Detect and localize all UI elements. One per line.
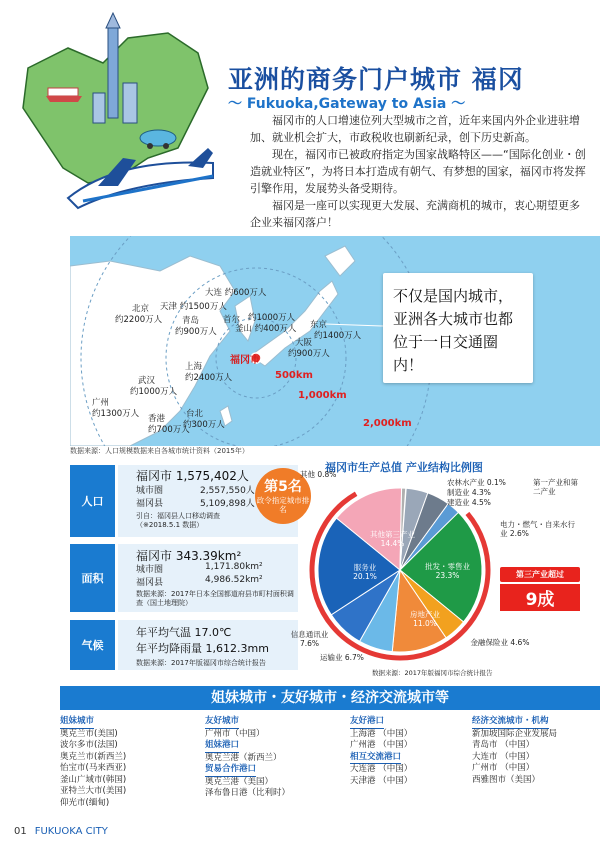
area-metro-value: 1,171.80km²: [205, 562, 263, 572]
ring-2000km-label: 2,000km: [363, 418, 412, 429]
city-seoul-pop: 约1000万人: [248, 313, 296, 323]
footer-label: FUKUOKA CITY: [34, 826, 108, 837]
sister-col-4: [472, 716, 557, 786]
population-pref-label: 福冈县: [136, 499, 164, 509]
city-hongkong: 香港: [148, 414, 166, 424]
rank-badge-sub: 政令指定城市排名: [256, 496, 310, 514]
sister-city-item: 奥克兰港（新西兰）: [205, 752, 282, 763]
city-osaka-pop: 约900万人: [288, 349, 330, 359]
climate-note: 数据来源：2017年版福冈市综合统计报告: [136, 659, 266, 667]
page-number: 01: [14, 826, 27, 837]
asia-map: [70, 236, 600, 446]
sister-cities-banner: 姐妹城市・友好城市・经济交流城市等: [60, 686, 600, 710]
intro-paragraph-1: 福冈市的人口增速位列大型城市之首，近年来国内外企业进驻增加、就业机会扩大，市政税收也刷新纪录，创下历史新高。: [250, 114, 580, 144]
sister-heading: 经济交流城市・机构: [472, 716, 549, 729]
area-pref-label: 福冈县: [136, 578, 164, 588]
sister-city-item: 广州市（中国）: [205, 728, 265, 739]
city-taipei-pop: 约300万人: [183, 420, 225, 430]
rank-badge-main: 第5名: [264, 479, 302, 495]
population-note: 引自：福冈县人口移动调查（※2018.5.1 数据）: [136, 512, 220, 529]
tertiary-badge-label: 第三产业超过: [500, 567, 580, 582]
ring-500km-label: 500km: [275, 370, 313, 381]
sister-col-1: [60, 716, 126, 809]
pie-label-transport: 运输业 6.7%: [320, 653, 364, 662]
pie-label-agri: 农林水产业 0.1%: [447, 478, 506, 487]
map-source: 数据来源：人口规模数据来自各城市统计资料（2015年）: [70, 447, 249, 455]
area-note: 数据来源：2017年日本全国都道府县市町村面积调查（国土地理院）: [136, 590, 294, 607]
sister-col-2: [205, 716, 290, 800]
population-metro-label: 城市圈: [136, 486, 164, 496]
pie-title: 福冈市生产总值 产业结构比例图: [325, 461, 483, 474]
sister-city-item: 西雅图市（美国）: [472, 774, 541, 785]
sister-city-item: 天津港 （中国）: [350, 775, 413, 786]
pie-label-constr: 建造业 4.5%: [447, 498, 491, 507]
page-subtitle: 〜 Fukuoka,Gateway to Asia 〜: [228, 96, 466, 112]
pie-label-util: 电力・燃气・自来水行业 2.6%: [500, 520, 575, 538]
city-osaka: 大阪: [295, 338, 313, 348]
sister-city-item: 怡宝市(马来西亚): [60, 763, 127, 773]
tertiary-badge: [500, 567, 580, 611]
climate-rain: 年平均降雨量 1,612.3mm: [136, 642, 269, 655]
city-taipei: 台北: [186, 409, 204, 419]
sister-heading: 相互交流港口: [350, 752, 401, 765]
city-beijing: 北京: [132, 304, 150, 314]
city-tokyo-pop: 约1400万人: [314, 331, 362, 341]
hero-illustration: [8, 8, 218, 228]
sister-heading: 贸易合作港口: [205, 764, 256, 777]
fukuoka-label: 福冈市: [230, 355, 260, 366]
area-metro-label: 城市圈: [136, 565, 164, 575]
sister-heading: 友好港口: [350, 716, 384, 729]
tertiary-badge-value: 9成: [500, 584, 580, 611]
pie-label-other: 其他 0.8%: [300, 470, 337, 479]
sister-city-item: 波尔多市(法国): [60, 740, 118, 750]
pie-label-mfg: 制造业 4.3%: [447, 488, 491, 497]
city-tianjin: 天津 约1500万人: [160, 302, 227, 312]
climate-temp: 年平均气温 17.0℃: [136, 626, 232, 639]
pie-source: 数据来源：2017年版福冈市综合统计报告: [372, 669, 493, 677]
city-dalian: 大连 约600万人: [205, 288, 267, 298]
city-wuhan: 武汉: [138, 376, 156, 386]
city-beijing-pop: 约2200万人: [115, 315, 163, 325]
sister-city-item: 釜山广域市(韩国): [60, 774, 127, 785]
sister-heading: 姐妹港口: [205, 740, 239, 753]
sister-city-item: 泽布鲁日港（比利时）: [205, 788, 291, 798]
population-metro-value: 2,557,550人: [200, 486, 255, 496]
sister-city-item: 上海港 （中国）: [350, 728, 413, 739]
pie-label-finance: 金融保险业 4.6%: [470, 638, 530, 647]
footer: [14, 826, 108, 837]
sister-city-item: 大连市 （中国）: [472, 751, 535, 762]
city-shanghai-pop: 约2400万人: [185, 373, 233, 383]
city-wuhan-pop: 约1000万人: [130, 387, 178, 397]
climate-tag: 气候: [70, 620, 115, 670]
city-shanghai: 上海: [185, 362, 203, 372]
sister-heading: 友好城市: [205, 716, 239, 729]
pie-label-primary-bracket: 第一产业和第二产业: [533, 478, 578, 496]
pie-inner-service: 服务业 20.1%: [353, 563, 377, 581]
intro-text: [250, 112, 590, 231]
page-title: 亚洲的商务门户城市 福冈: [228, 65, 524, 94]
sister-city-item: 仰光市(缅甸): [60, 797, 110, 808]
area-tag: 面积: [70, 544, 115, 612]
city-hongkong-pop: 约700万人: [148, 425, 190, 435]
city-qingdao-pop: 约900万人: [175, 327, 217, 337]
pie-inner-wholesale: 批发・零售业 23.3%: [425, 562, 470, 580]
area-pref-value: 4,986.52km²: [205, 575, 263, 585]
map-callout: 不仅是国内城市，亚洲各大城市也都位于一日交通圈内！: [383, 273, 533, 383]
sister-col-3: [350, 716, 412, 787]
sister-city-item: 青岛市 （中国）: [472, 740, 535, 750]
city-guangzhou: 广州: [92, 398, 110, 408]
population-tag: 人口: [70, 465, 115, 537]
city-busan: 釜山 约400万人: [235, 324, 297, 334]
city-guangzhou-pop: 约1300万人: [92, 409, 140, 419]
area-main: 福冈市 343.39km²: [136, 549, 242, 563]
sister-city-item: 奥克兰港（美国）: [205, 776, 274, 787]
sister-city-item: 大连港 （中国）: [350, 764, 413, 774]
intro-paragraph-3: 福冈是一座可以实现更大发展、充满商机的城市，衷心期望更多企业来福冈落户！: [250, 199, 580, 229]
sister-city-item: 亚特兰大市(美国): [60, 786, 127, 796]
sister-city-item: 奥克兰市(新西兰): [60, 751, 127, 762]
city-qingdao: 青岛: [182, 316, 200, 326]
pie-inner-realestate: 房地产业 11.0%: [410, 610, 440, 628]
pie-inner-other3: 其他第三产业 14.4%: [370, 530, 415, 548]
population-pref-value: 5,109,898人: [200, 499, 255, 509]
ring-1000km-label: 1,000km: [298, 390, 347, 401]
sister-city-item: 新加坡国际企业发展局: [472, 728, 558, 739]
sister-heading: 姐妹城市: [60, 716, 94, 729]
sister-city-item: 奥克兰市(美国): [60, 728, 118, 739]
population-main: 福冈市 1,575,402人: [136, 469, 249, 483]
intro-paragraph-2: 现在，福冈市已被政府指定为国家战略特区——“国际化创业・创造就业特区”，为将日本打造成有朝气、有梦想的国家，福冈市将发挥引擎作用，发展势头备受期待。: [250, 148, 586, 195]
sister-city-item: 广州港 （中国）: [350, 740, 413, 750]
sister-city-item: 广州市 （中国）: [472, 763, 535, 773]
city-tokyo: 东京: [310, 320, 328, 330]
city-seoul: 首尔: [223, 315, 241, 325]
pie-label-info: 信息通讯业 7.6%: [290, 630, 329, 648]
